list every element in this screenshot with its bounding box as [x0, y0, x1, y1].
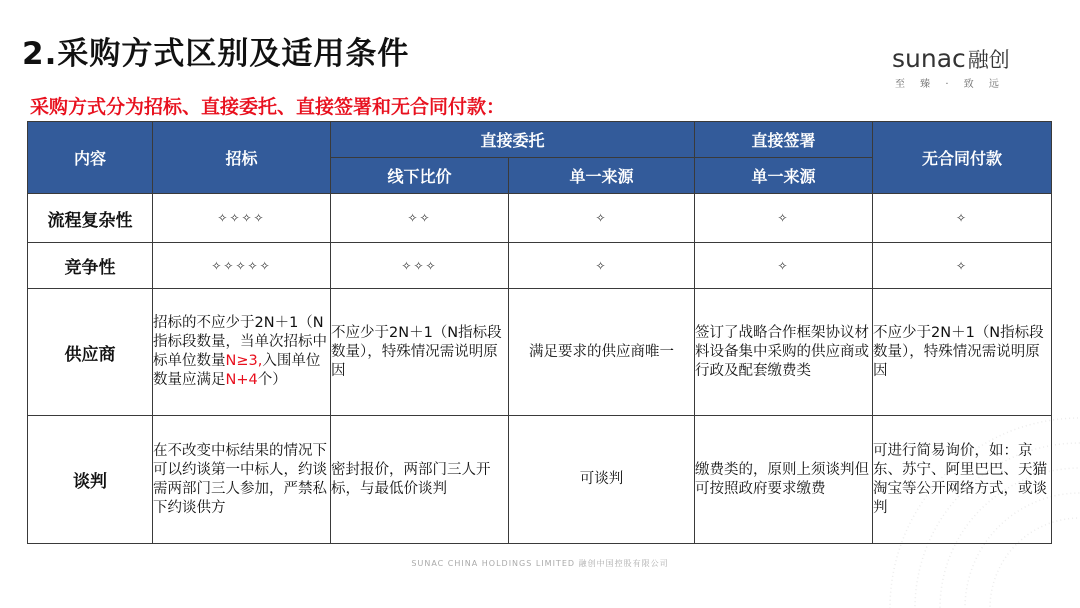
page-title: 2.采购方式区别及适用条件	[22, 36, 410, 72]
section-subtitle: 采购方式分为招标、直接委托、直接签署和无合同付款：	[30, 96, 506, 118]
supplier-bidding-text-1: 招标的不应少于2N＋1（N指标段数量，当单次招标中标单位数量	[153, 315, 327, 369]
header-content: 内容	[28, 122, 153, 194]
table-row	[28, 289, 1052, 416]
cell-negotiation-nocontract: 可进行简易询价，如：京东、苏宁、阿里巴巴、天猫淘宝等公开网络方式，或谈判	[873, 416, 1052, 544]
header-sign-single-source: 单一来源	[695, 158, 873, 194]
cell-competition-sign: ✧	[695, 243, 873, 289]
table-row	[28, 416, 1052, 544]
cell-supplier-single: 满足要求的供应商唯一	[509, 289, 695, 416]
cell-competition-nocontract: ✧	[873, 243, 1052, 289]
row-label-negotiation: 谈判	[28, 416, 153, 544]
header-single-source: 单一来源	[509, 158, 695, 194]
cell-supplier-nocontract: 不应少于2N＋1（N指标段数量），特殊情况需说明原因	[873, 289, 1052, 416]
row-label-supplier: 供应商	[28, 289, 153, 416]
cell-supplier-sign: 签订了战略合作框架协议材料设备集中采购的供应商或行政及配套缴费类	[695, 289, 873, 416]
footer-company: SUNAC CHINA HOLDINGS LIMITED 融创中国控股有限公司	[411, 559, 669, 568]
cell-competition-single: ✧	[509, 243, 695, 289]
supplier-bidding-red-2: N+4	[225, 372, 258, 388]
row-label-competition: 竞争性	[28, 243, 153, 289]
header-bidding: 招标	[153, 122, 331, 194]
cell-complexity-offline: ✧✧	[331, 194, 509, 243]
cell-complexity-single: ✧	[509, 194, 695, 243]
cell-negotiation-offline: 密封报价，两部门三人开标，与最低价谈判	[331, 416, 509, 544]
cell-negotiation-bidding: 在不改变中标结果的情况下可以约谈第一中标人，约谈需两部门三人参加，严禁私下约谈供方	[153, 416, 331, 544]
cell-supplier-bidding	[153, 289, 331, 416]
table-row	[28, 243, 1052, 289]
logo-tagline: 至 臻 · 致 远	[895, 79, 1001, 90]
header-offline-price: 线下比价	[331, 158, 509, 194]
header-no-contract: 无合同付款	[873, 122, 1052, 194]
cell-competition-bidding: ✧✧✧✧✧	[153, 243, 331, 289]
header-direct-sign: 直接签署	[695, 122, 873, 158]
cell-negotiation-single: 可谈判	[509, 416, 695, 544]
cell-supplier-offline: 不应少于2N＋1（N指标段数量），特殊情况需说明原因	[331, 289, 509, 416]
supplier-bidding-red-1: N≥3,	[225, 353, 263, 369]
procurement-comparison-table	[27, 121, 1052, 544]
logo-brand-cn: 融创	[967, 48, 1010, 72]
sunac-logo	[892, 44, 1022, 90]
supplier-bidding-text-2: 入围单位数量应满足	[153, 353, 321, 388]
cell-complexity-sign: ✧	[695, 194, 873, 243]
cell-complexity-nocontract: ✧	[873, 194, 1052, 243]
header-direct-commission: 直接委托	[331, 122, 695, 158]
cell-negotiation-sign: 缴费类的，原则上须谈判但可按照政府要求缴费	[695, 416, 873, 544]
logo-brand: sunac	[892, 44, 966, 73]
cell-complexity-bidding: ✧✧✧✧	[153, 194, 331, 243]
table-row	[28, 194, 1052, 243]
row-label-complexity: 流程复杂性	[28, 194, 153, 243]
supplier-bidding-text-3: 个）	[257, 372, 287, 388]
cell-competition-offline: ✧✧✧	[331, 243, 509, 289]
